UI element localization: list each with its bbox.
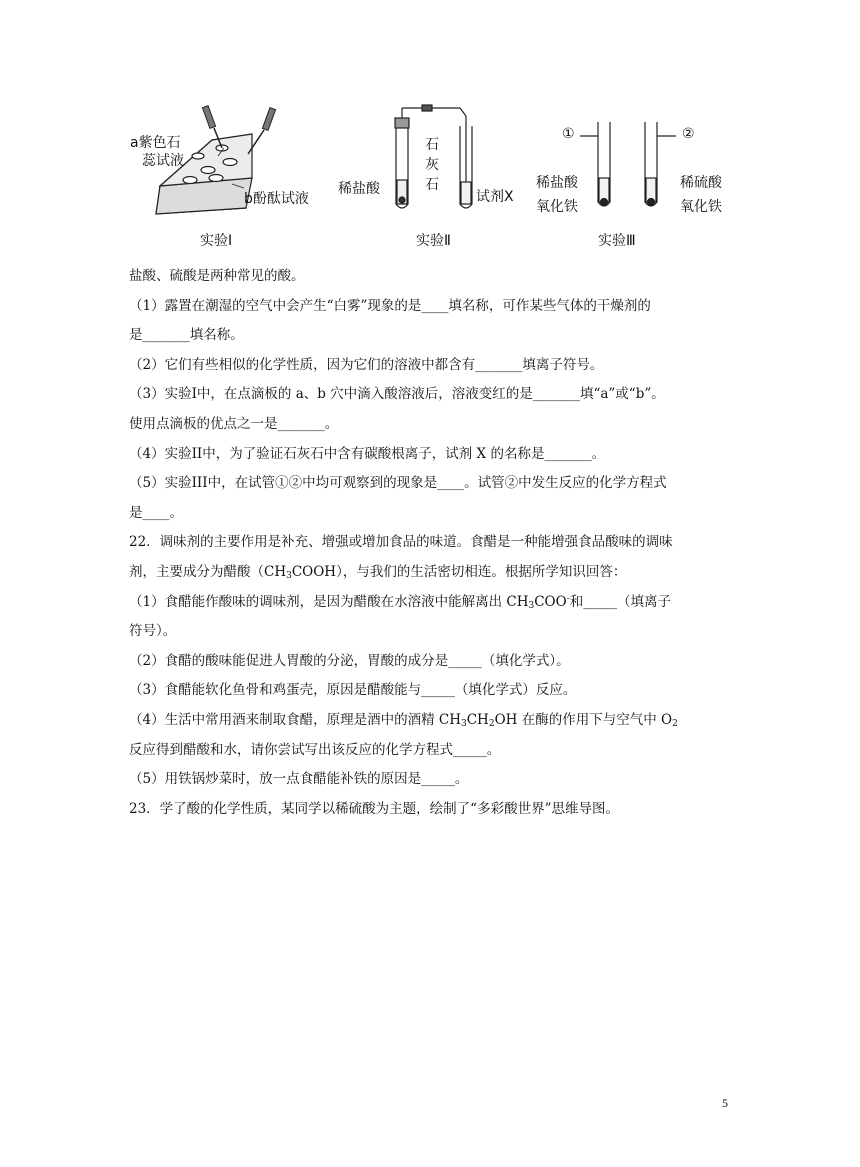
label-reagent-x: 试剂X: [476, 189, 514, 205]
label-hcl-exp3: 稀盐酸: [536, 175, 578, 191]
label-stone-3: 石: [425, 177, 439, 193]
experiment-figure: [120, 96, 740, 258]
q21-part3-line1: （3）实验I中，在点滴板的 a、b 穴中滴入酸溶液后，溶液变红的是_______填“a”或“b”。: [129, 386, 665, 403]
q22-part3: （3）食醋能软化鱼骨和鸡蛋壳，原因是醋酸能与_____（填化学式）反应。: [129, 682, 577, 699]
label-stone-1: 石: [425, 137, 439, 153]
page-number: 5: [722, 1096, 728, 1110]
label-iron-oxide-1: 氧化铁: [536, 199, 578, 215]
dropper-b: [248, 108, 276, 154]
q21-part5-line2: 是____。: [129, 504, 183, 521]
q21-part2: （2）它们有些相似的化学性质，因为它们的溶液中都含有_______填离子符号。: [129, 356, 604, 373]
label-hcl-exp2: 稀盐酸: [338, 181, 380, 197]
label-tube-2: ②: [682, 126, 695, 142]
label-b-phenolphthalein: b酚酞试液: [244, 191, 309, 207]
q21-part1-line1: （1）露置在潮湿的空气中会产生“白雾”现象的是____填名称，可作某些气体的干燥剂的: [129, 297, 651, 314]
q21-part5-line1: （5）实验III中，在试管①②中均可观察到的现象是____。试管②中发生反应的化学方程式: [129, 475, 667, 492]
q21-intro: 盐酸、硫酸是两种常见的酸。: [129, 268, 305, 284]
q22-part4-line1: （4）生活中常用酒来制取食醋，原理是酒中的酒精 $CH_3CH_2OH$ 在酶的作用下与空气中 $O_2$: [129, 711, 678, 729]
q22-part1-line1: （1）食醋能作酸味的调味剂，是因为醋酸在水溶液中能解离出 $CH_3COO^-$和_____（填离子: [129, 593, 671, 611]
caption-exp3: 实验Ⅲ: [598, 233, 636, 249]
q22-part5: （5）用铁锅炒菜时，放一点食醋能补铁的原因是_____。: [129, 771, 469, 788]
label-iron-oxide-2: 氧化铁: [680, 199, 722, 215]
label-a-litmus: a紫色石: [130, 135, 181, 151]
question-content: [129, 262, 732, 824]
q22-part2: （2）食醋的酸味能促进人胃酸的分泌，胃酸的成分是_____（填化学式）。: [129, 652, 570, 669]
q21-part3-line2: 使用点滴板的优点之一是_______。: [129, 415, 339, 432]
label-a-litmus-2: 蕊试液: [142, 153, 184, 169]
test-tube-2: [645, 122, 676, 206]
q22-part1-line2: 符号）。: [129, 623, 177, 640]
label-h2so4-exp3: 稀硫酸: [680, 175, 722, 191]
q22-part4-line2: 反应得到醋酸和水，请你尝试写出该反应的化学方程式_____。: [129, 741, 501, 758]
q21-part1-line2: 是_______填名称。: [129, 327, 244, 344]
label-stone-2: 灰: [425, 157, 439, 173]
q22-intro-line2: 剂，主要成分为醋酸$(CH_3COOH)$，与我们的生活密切相连。根据所学知识回答：: [129, 563, 627, 581]
caption-exp1: 实验Ⅰ: [200, 233, 233, 249]
q21-part4: （4）实验II中，为了验证石灰石中含有碳酸根离子，试剂 X 的名称是_______。: [129, 445, 606, 462]
label-tube-1: ①: [562, 126, 575, 142]
test-tube-1: [580, 122, 610, 206]
q23-intro: 23．学了酸的化学性质，某同学以稀硫酸为主题，绘制了“多彩酸世界”思维导图。: [129, 800, 619, 817]
caption-exp2: 实验Ⅱ: [416, 233, 451, 249]
q22-intro-line1: 22．调味剂的主要作用是补充、增强或增加食品的味道。食醋是一种能增强食品酸味的调味: [129, 534, 673, 551]
